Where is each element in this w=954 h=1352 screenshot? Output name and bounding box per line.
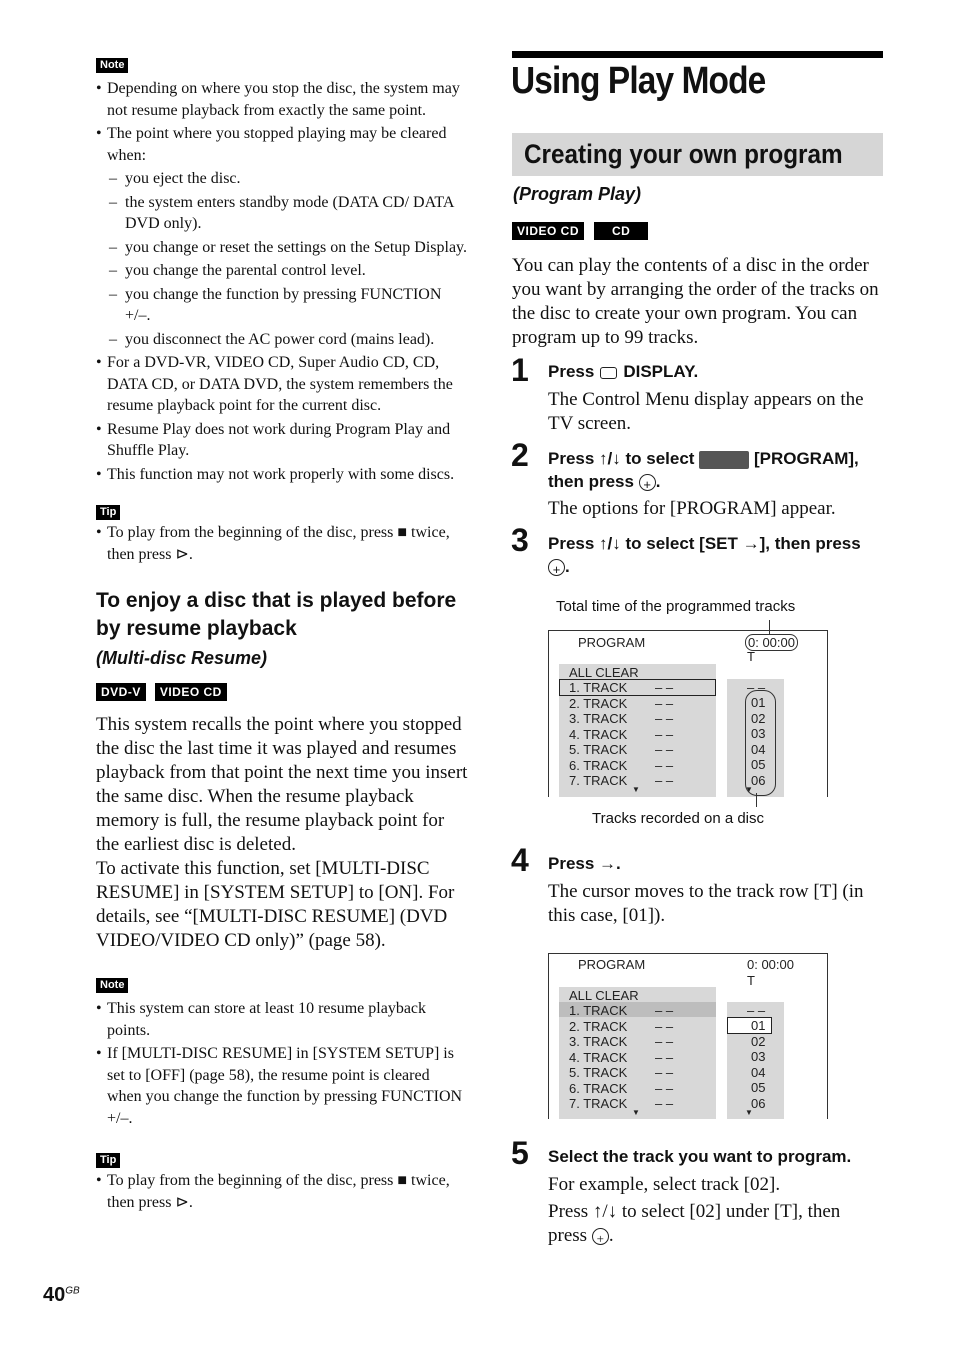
- screen-track-dash: – –: [655, 1034, 674, 1049]
- program-screen-2: [548, 953, 828, 1119]
- tip-label: Tip: [96, 505, 120, 520]
- screen-program-title: PROGRAM: [578, 635, 646, 650]
- tip-list: [96, 522, 468, 565]
- screen-program-title: PROGRAM: [578, 957, 646, 972]
- step-2-title: Press ↑/↓ to select [PROGRAM], then press + .: [548, 447, 884, 493]
- step-5-body-2: Press ↑/↓ to select [02] under [T], then press + .: [548, 1200, 884, 1248]
- page-title: Using Play Mode: [511, 60, 766, 102]
- intro-paragraph: You can play the contents of a disc in the order you want by arranging the order of the tracks on the disc to create your own program. You can program up to 99 tracks.: [512, 255, 879, 348]
- screen-track-dash: – –: [655, 1018, 674, 1034]
- screen-track-row: 4. TRACK: [569, 1049, 628, 1065]
- dvdv-badge: DVD-V: [96, 683, 146, 701]
- screen-track-row: 1. TRACK: [569, 1003, 628, 1018]
- screen-track-dash: – –: [655, 1080, 674, 1096]
- program-screen-1: [548, 630, 828, 797]
- resume-paragraph-2: To activate this function, set [MULTI-DISC RESUME] in [SYSTEM SETUP] to [ON]. For details, see “[MULTI-DISC RESUME] (DVD VIDEO/VIDEO CD only)” (page 58).: [96, 858, 455, 951]
- note-item: • For a DVD-VR, VIDEO CD, Super Audio CD, CD, DATA CD, or DATA DVD, the system remembers the resume playback point for the current disc.: [96, 352, 468, 417]
- screen-track-dash: – –: [655, 711, 674, 726]
- step-5-number: 5: [511, 1135, 529, 1171]
- step-4-title: Press →.: [548, 854, 621, 873]
- screen-track-dash: – –: [655, 1049, 674, 1065]
- note-item: – you change the function by pressing FUNCTION +/–.: [96, 284, 468, 327]
- step-4-body: The cursor moves to the track row [T] (in this case, [01]).: [548, 881, 864, 926]
- resume-paragraph-1: This system recalls the point where you stopped the disc the last time it was played and resumes playback from that point the next time you insert the same disc. When the resume playback memory is full, the resume playback point for the earliest disc is deleted.: [96, 714, 468, 855]
- screen-track-number: 02: [751, 1033, 766, 1049]
- note-label: Note: [96, 58, 128, 73]
- videocd-badge: VIDEO CD: [512, 222, 584, 240]
- left-column: [96, 55, 468, 1215]
- tip-item: • To play from the beginning of the disc, press ■ twice, then press ⊳.: [96, 522, 468, 565]
- cd-badge: CD: [594, 222, 648, 240]
- note-item: – you disconnect the AC power cord (mains lead).: [96, 329, 468, 351]
- note-item: • The point where you stopped playing may be cleared when:: [96, 123, 468, 166]
- step-2-number: 2: [511, 437, 529, 473]
- screen-track-row: 6. TRACK: [569, 1080, 628, 1096]
- screen-track-number: 03: [751, 1049, 766, 1064]
- resume-subheading: (Multi-disc Resume): [96, 648, 268, 668]
- screen-track-number: 04: [751, 1064, 766, 1080]
- note-item: – you eject the disc.: [96, 168, 468, 190]
- screen-track-dash: – –: [655, 742, 674, 757]
- screen-track-row: 1. TRACK: [569, 680, 628, 695]
- screen-track-row: 7. TRACK: [569, 773, 628, 788]
- tip-list-2: [96, 1170, 468, 1213]
- step-1-number: 1: [511, 352, 529, 388]
- title-rule: [512, 51, 883, 58]
- note-label-2: Note: [96, 978, 128, 993]
- resume-heading: To enjoy a disc that is played before by resume playback: [96, 589, 457, 640]
- scroll-down-icon: ▼: [745, 785, 753, 794]
- screen-track-row: 5. TRACK: [569, 1065, 628, 1080]
- screen-track-row: 3. TRACK: [569, 1034, 628, 1049]
- screen-track-dash: – –: [655, 680, 674, 695]
- scroll-down-icon: ▼: [745, 1108, 753, 1117]
- play-icon: ⊳: [175, 1193, 189, 1211]
- screen-track-row: 2. TRACK: [569, 1018, 628, 1034]
- section-band: [512, 133, 883, 176]
- note-item: – you change or reset the settings on the Setup Display.: [96, 237, 468, 259]
- screen-all-clear: ALL CLEAR: [569, 988, 639, 1003]
- screen-track-number: 05: [751, 1080, 766, 1095]
- screen-total-time: 0: 00:00: [745, 634, 798, 651]
- stop-icon: ■: [397, 524, 408, 541]
- step-5-title: Select the track you want to program.: [548, 1147, 852, 1166]
- note-item: – you change the parental control level.: [96, 260, 468, 282]
- screen-track-dash: – –: [655, 726, 674, 742]
- scroll-down-icon: ▼: [632, 785, 640, 794]
- screen-track-dash: – –: [655, 695, 674, 711]
- screen-track-number: 01: [751, 695, 766, 710]
- screen-track-number: 06: [751, 1095, 766, 1111]
- display-icon: [600, 367, 617, 379]
- screen-track-number: 04: [751, 741, 766, 757]
- callout-tracks: Tracks recorded on a disc: [592, 810, 765, 827]
- screen-track-number: 05: [751, 757, 766, 772]
- screen-track-number: 02: [751, 710, 766, 726]
- enter-button-icon: [592, 1228, 609, 1245]
- step-5-body-1: For example, select track [02].: [548, 1174, 781, 1195]
- tip-label-2: Tip: [96, 1153, 120, 1168]
- stop-icon: ■: [397, 1172, 408, 1189]
- screen-total-time: 0: 00:00: [747, 957, 794, 972]
- screen-track-dash: – –: [655, 773, 674, 788]
- scroll-down-icon: ▼: [632, 1108, 640, 1117]
- screen-track-dash: – –: [655, 1003, 674, 1018]
- screen-track-number: 03: [751, 726, 766, 741]
- screen-track-row: 2. TRACK: [569, 695, 628, 711]
- callout-total-time: Total time of the programmed tracks: [556, 598, 796, 615]
- screen-track-number: 06: [751, 772, 766, 788]
- screen-all-clear: ALL CLEAR: [569, 665, 639, 680]
- screen-t-label: T: [747, 649, 755, 664]
- screen-track-row: 6. TRACK: [569, 757, 628, 773]
- section-subtitle: (Program Play): [513, 184, 642, 204]
- screen-track-row: 7. TRACK: [569, 1096, 628, 1111]
- step-1-body: The Control Menu display appears on the TV screen.: [548, 389, 864, 434]
- enter-button-icon: [639, 474, 656, 491]
- note-list-2: [96, 998, 468, 1129]
- callout-line-bottom: [756, 793, 757, 807]
- videocd-badge: VIDEO CD: [155, 683, 227, 701]
- screen-t-label: T: [747, 973, 755, 988]
- section-title: Creating your own program: [524, 139, 843, 169]
- screen-track-dash: – –: [655, 1096, 674, 1111]
- note-item: – the system enters standby mode (DATA CD/ DATA DVD only).: [96, 192, 468, 235]
- enter-button-icon: [548, 559, 565, 576]
- step-1-title: Press DISPLAY.: [548, 362, 699, 381]
- note-item: • This function may not work properly with some discs.: [96, 464, 468, 486]
- program-icon: [699, 451, 749, 469]
- note-item: • This system can store at least 10 resume playback points.: [96, 998, 468, 1041]
- step-3-number: 3: [511, 522, 529, 558]
- screen-track-dash: – –: [747, 1003, 766, 1018]
- page-number: $40^{GB}$: [43, 1284, 80, 1306]
- note-item: • Resume Play does not work during Program Play and Shuffle Play.: [96, 419, 468, 462]
- step-4-number: 4: [511, 842, 529, 878]
- tip-item-2: • To play from the beginning of the disc, press ■ twice, then press ⊳.: [96, 1170, 468, 1213]
- screen-track-row: 5. TRACK: [569, 742, 628, 757]
- screen-track-dash: – –: [747, 680, 766, 695]
- screen-track-number: 01: [751, 1018, 766, 1033]
- disc-badges: [512, 222, 648, 240]
- step-2-body: The options for [PROGRAM] appear.: [548, 498, 836, 519]
- screen-track-dash: – –: [655, 757, 674, 773]
- screen-track-dash: – –: [655, 1065, 674, 1080]
- note-list: [96, 78, 468, 485]
- screen-track-row: 4. TRACK: [569, 726, 628, 742]
- note-item: • If [MULTI-DISC RESUME] in [SYSTEM SETUP] is set to [OFF] (page 58), the resume point is cleared when you change the function by pressing FUNCTION +/–.: [96, 1043, 468, 1129]
- step-3-title: Press ↑/↓ to select [SET →], then press +.: [548, 532, 868, 578]
- play-icon: ⊳: [175, 545, 189, 563]
- note-item: • Depending on where you stop the disc, the system may not resume playback from exactly the same point.: [96, 78, 468, 121]
- screen-track-row: 3. TRACK: [569, 711, 628, 726]
